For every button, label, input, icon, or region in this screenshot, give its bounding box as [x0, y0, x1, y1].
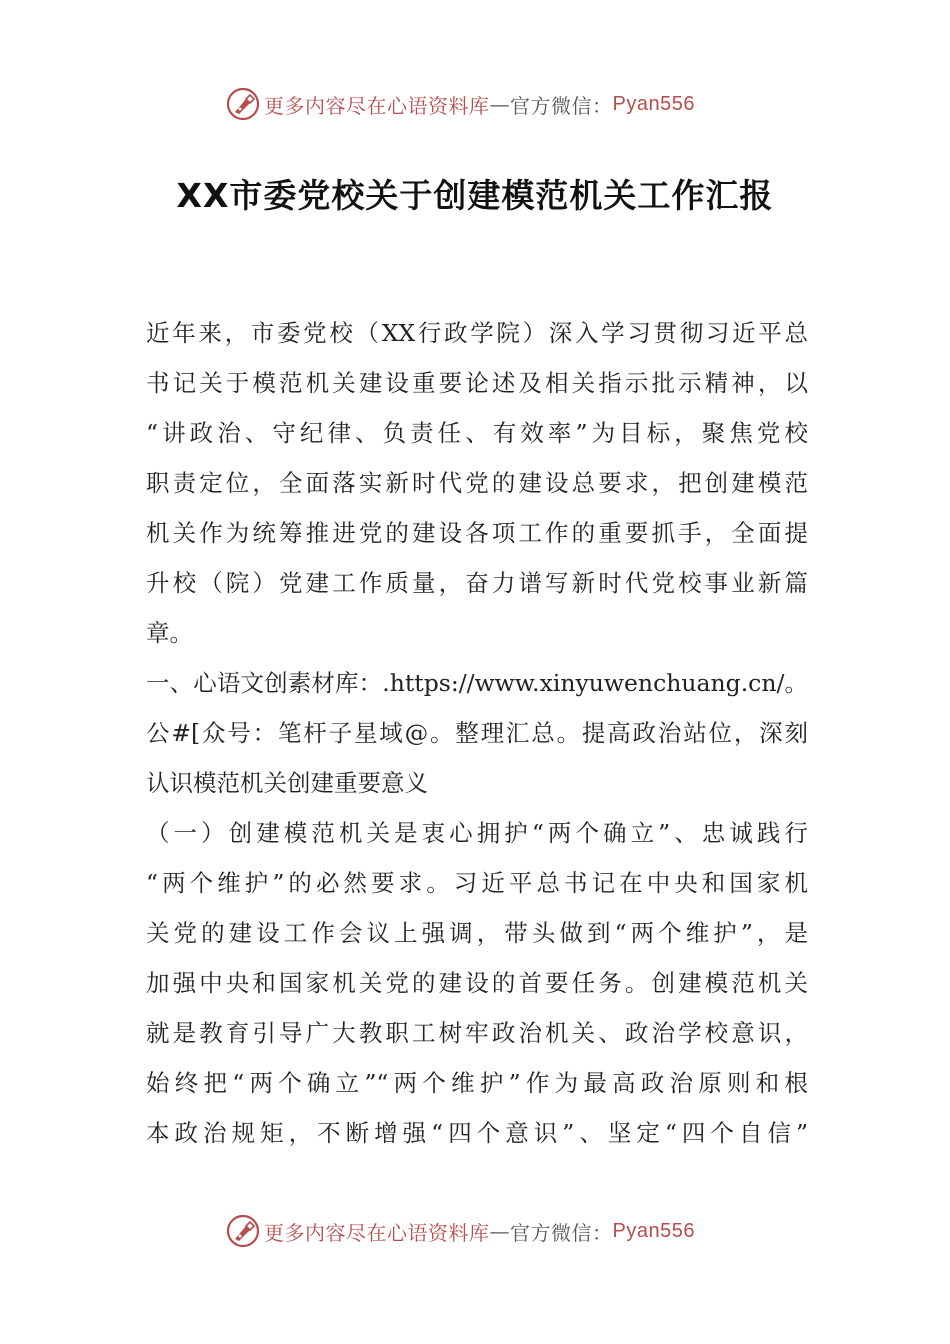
paragraph-line: 书记关于模范机关建设重要论述及相关指示批示精神，以 [146, 369, 808, 397]
pen-nib-logo-icon [226, 1214, 260, 1248]
paragraph-line: 加强中央和国家机关党的建设的首要任务。创建模范机关 [146, 969, 808, 997]
paragraph-line: “两个维护”的必然要求。习近平总书记在中央和国家机 [146, 869, 808, 897]
banner-wechat-label: 官方微信： [510, 93, 613, 118]
paragraph-line: 章。 [146, 619, 193, 647]
paragraph-line: 就是教育引导广大教职工树牢政治机关、政治学校意识， [146, 1019, 808, 1047]
banner-dash: — [489, 1219, 510, 1243]
paragraph-line: 升校（院）党建工作质量，奋力谱写新时代党校事业新篇 [146, 569, 808, 597]
header-banner [0, 84, 950, 124]
footer-banner [0, 1211, 950, 1251]
banner-wechat-id: Pyan556 [612, 92, 695, 115]
banner-wechat-id: Pyan556 [612, 1219, 695, 1242]
paragraph-line: 职责定位，全面落实新时代党的建设总要求，把创建模范 [146, 469, 808, 497]
pen-nib-logo-icon [226, 87, 260, 121]
document-title: XX市委党校关于创建模范机关工作汇报 [176, 176, 774, 215]
footer-banner-content [226, 1211, 695, 1251]
banner-main-text: 更多内容尽在心语资料库 [264, 1220, 490, 1245]
document-body [146, 308, 808, 1158]
paragraph-line: 始终把“两个确立”“两个维护”作为最高政治原则和根 [146, 1069, 808, 1097]
header-banner-content [226, 84, 695, 124]
paragraph-line: 本政治规矩，不断增强“四个意识”、坚定“四个自信” [146, 1119, 808, 1147]
banner-dash: — [489, 92, 510, 116]
section-heading-line: 公#[众号：笔杆子星域@。整理汇总。提高政治站位，深刻 [146, 719, 808, 747]
section-heading-line: 一、心语文创素材库：.https://www.xinyuwenchuang.cn/。 [146, 669, 808, 697]
banner-wechat-label: 官方微信： [510, 1220, 613, 1245]
paragraph-line: 关党的建设工作会议上强调，带头做到“两个维护”，是 [146, 919, 808, 947]
paragraph-line: 机关作为统筹推进党的建设各项工作的重要抓手，全面提 [146, 519, 808, 547]
paragraph-line: 近年来，市委党校（XX行政学院）深入学习贯彻习近平总 [146, 319, 808, 347]
section-heading-line: 认识模范机关创建重要意义 [146, 769, 428, 797]
paragraph-line: “讲政治、守纪律、负责任、有效率”为目标，聚焦党校 [146, 419, 808, 447]
banner-main-text: 更多内容尽在心语资料库 [264, 93, 490, 118]
paragraph-line: （一）创建模范机关是衷心拥护“两个确立”、忠诚践行 [146, 819, 808, 847]
